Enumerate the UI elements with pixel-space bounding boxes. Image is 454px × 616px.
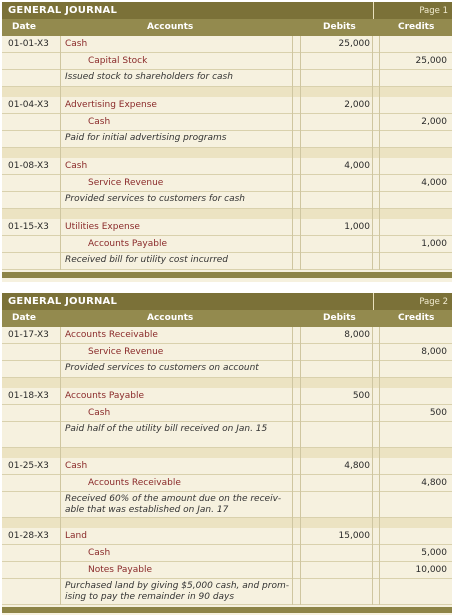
- table-row: [2, 475, 452, 492]
- column-rule: [300, 36, 301, 270]
- page-number: Page 2: [419, 297, 448, 307]
- column-rule: [292, 36, 293, 270]
- description-row: [2, 192, 452, 209]
- column-rule: [372, 327, 373, 605]
- credit-amount: 4,000: [421, 178, 447, 188]
- column-rule: [372, 36, 373, 270]
- description-row: [2, 361, 452, 378]
- table-row: [2, 158, 452, 175]
- credit-amount: 8,000: [421, 347, 447, 357]
- debit-amount: 2,000: [344, 100, 370, 110]
- account-name: Accounts Receivable: [88, 478, 181, 488]
- entry-date: 01-25-X3: [8, 461, 49, 471]
- credit-amount: 2,000: [421, 117, 447, 127]
- account-name: Advertising Expense: [65, 100, 157, 110]
- credit-amount: 1,000: [421, 239, 447, 249]
- table-row: [2, 236, 452, 253]
- entry-description: Received bill for utility cost incurred: [65, 255, 229, 265]
- entry-spacer: [2, 378, 452, 388]
- account-name: Cash: [88, 117, 111, 127]
- column-rule: [379, 36, 380, 270]
- entry-spacer: [2, 448, 452, 458]
- account-name: Cash: [65, 161, 88, 171]
- table-row: [2, 545, 452, 562]
- account-name: Accounts Receivable: [65, 330, 158, 340]
- account-name: Capital Stock: [88, 56, 148, 66]
- debit-amount: 25,000: [338, 39, 370, 49]
- general-journal-page-1: [2, 2, 452, 282]
- page-number: Page 1: [419, 6, 448, 16]
- entry-date: 01-28-X3: [8, 531, 49, 541]
- credit-amount: 4,800: [421, 478, 447, 488]
- entry-date: 01-01-X3: [8, 39, 49, 49]
- account-name: Accounts Payable: [88, 239, 168, 249]
- debit-amount: 500: [352, 391, 370, 401]
- description-row: [2, 253, 452, 270]
- journal-title: GENERAL JOURNAL: [8, 296, 118, 307]
- column-header-row: [2, 310, 452, 327]
- table-row: [2, 388, 452, 405]
- table-row: [2, 36, 452, 53]
- column-rule: [60, 36, 61, 270]
- header-date: Date: [12, 22, 36, 32]
- entry-spacer: [2, 518, 452, 528]
- account-name: Service Revenue: [88, 347, 164, 357]
- header-credits: Credits: [398, 22, 435, 32]
- entry-description: Paid for initial advertising programs: [65, 133, 227, 143]
- credit-amount: 500: [429, 408, 447, 418]
- title-divider: [373, 2, 374, 19]
- account-name: Accounts Payable: [65, 391, 145, 401]
- header-debits: Debits: [323, 313, 356, 323]
- table-row: [2, 219, 452, 236]
- journal-bottom-bar: [2, 607, 452, 613]
- entry-description: Paid half of the utility bill received on Jan. 15: [65, 424, 268, 434]
- title-divider: [373, 293, 374, 310]
- account-name: Utilities Expense: [65, 222, 140, 232]
- entry-date: 01-04-X3: [8, 100, 49, 110]
- table-row: [2, 344, 452, 361]
- journal-bottom-bar: [2, 272, 452, 278]
- account-name: Service Revenue: [88, 178, 164, 188]
- header-date: Date: [12, 313, 36, 323]
- table-row: [2, 562, 452, 579]
- description-row: [2, 422, 452, 448]
- debit-amount: 8,000: [344, 330, 370, 340]
- header-accounts: Accounts: [147, 313, 194, 323]
- entry-date: 01-18-X3: [8, 391, 49, 401]
- journal-title: GENERAL JOURNAL: [8, 5, 118, 16]
- journal-title-bar: [2, 293, 452, 310]
- entry-date: 01-08-X3: [8, 161, 49, 171]
- entry-description: Provided services to customers on account: [65, 363, 259, 373]
- journal-title-bar: [2, 2, 452, 19]
- account-name: Cash: [88, 408, 111, 418]
- header-debits: Debits: [323, 22, 356, 32]
- header-credits: Credits: [398, 313, 435, 323]
- column-rule: [379, 327, 380, 605]
- description-row: [2, 70, 452, 87]
- entry-date: 01-15-X3: [8, 222, 49, 232]
- general-journal-page-2: [2, 293, 452, 615]
- description-row: [2, 492, 452, 518]
- table-row: [2, 175, 452, 192]
- account-name: Land: [65, 531, 87, 541]
- account-name: Notes Payable: [88, 565, 152, 575]
- table-row: [2, 528, 452, 545]
- column-rule: [60, 327, 61, 605]
- column-header-row: [2, 19, 452, 36]
- account-name: Cash: [88, 548, 111, 558]
- table-row: [2, 97, 452, 114]
- table-row: [2, 327, 452, 344]
- debit-amount: 4,800: [344, 461, 370, 471]
- entry-spacer: [2, 148, 452, 158]
- column-rule: [292, 327, 293, 605]
- entry-description: Purchased land by giving $5,000 cash, and prom-ising to pay the remainder in 90 days: [65, 581, 289, 602]
- account-name: Cash: [65, 39, 88, 49]
- entry-spacer: [2, 87, 452, 97]
- debit-amount: 1,000: [344, 222, 370, 232]
- header-accounts: Accounts: [147, 22, 194, 32]
- column-rule: [300, 327, 301, 605]
- entry-date: 01-17-X3: [8, 330, 49, 340]
- table-row: [2, 114, 452, 131]
- entry-description: Provided services to customers for cash: [65, 194, 245, 204]
- credit-amount: 10,000: [415, 565, 447, 575]
- credit-amount: 25,000: [415, 56, 447, 66]
- account-name: Cash: [65, 461, 88, 471]
- table-row: [2, 405, 452, 422]
- entry-description: Issued stock to shareholders for cash: [65, 72, 233, 82]
- description-row: [2, 579, 452, 605]
- debit-amount: 4,000: [344, 161, 370, 171]
- table-row: [2, 458, 452, 475]
- debit-amount: 15,000: [338, 531, 370, 541]
- credit-amount: 5,000: [421, 548, 447, 558]
- description-row: [2, 131, 452, 148]
- entry-description: Received 60% of the amount due on the receiv-able that was established on Jan. 17: [65, 494, 282, 515]
- entry-spacer: [2, 209, 452, 219]
- table-row: [2, 53, 452, 70]
